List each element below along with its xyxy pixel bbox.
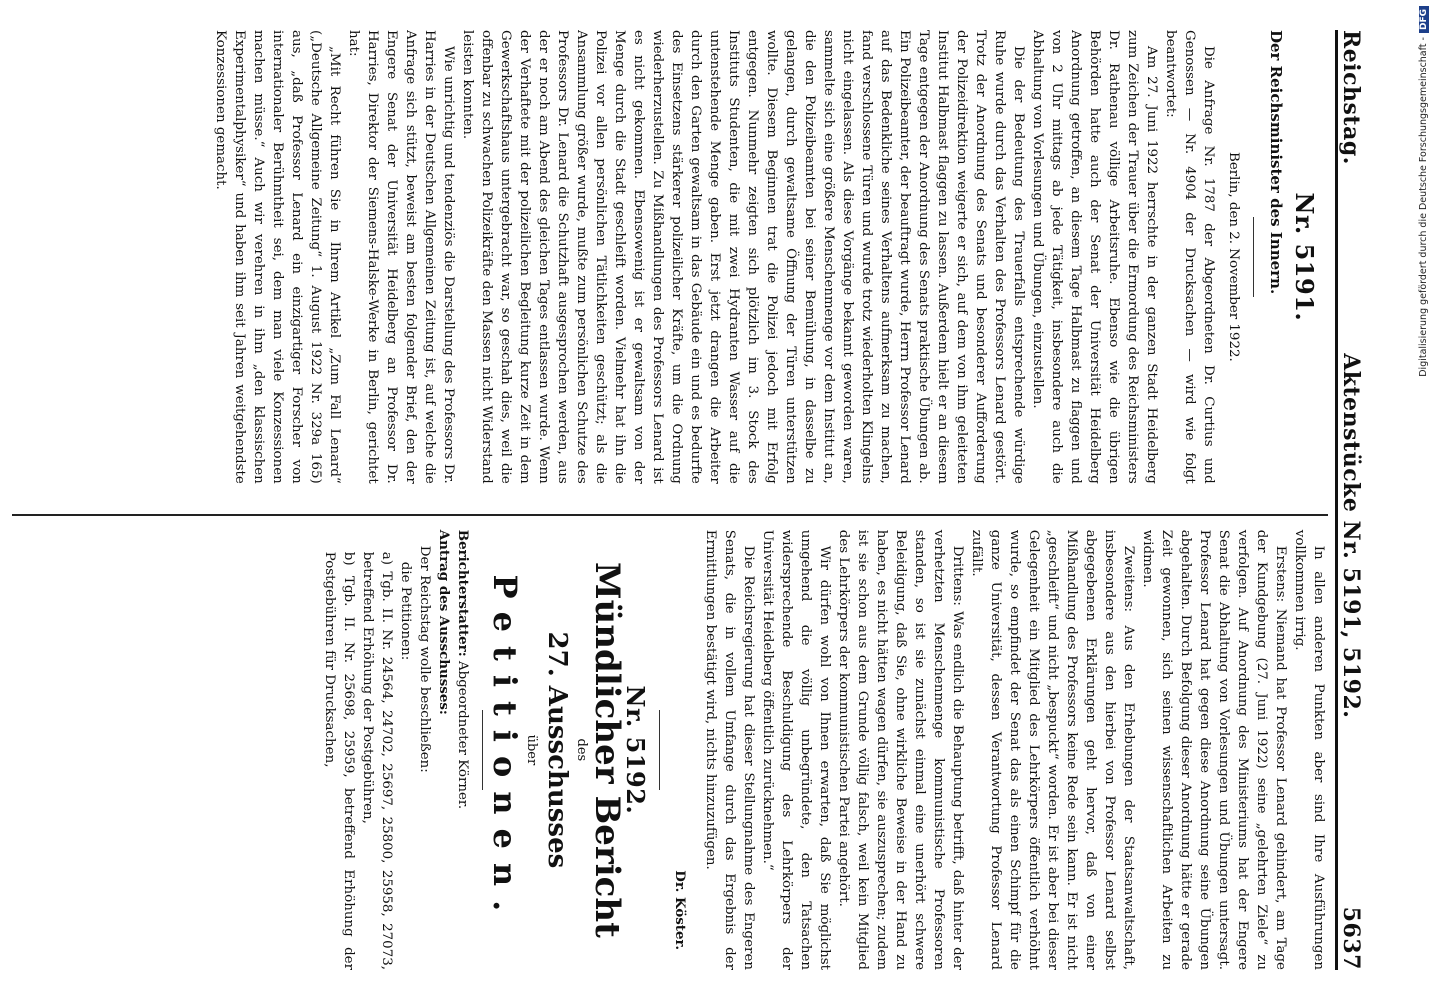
ueber-label: über bbox=[524, 734, 539, 766]
paragraph: Die der Bedeutung des Trauerfalls entsprechende würdige Ruhe wurde durch das Verhalten des Professors Lenard gestört. Trotz der Anordnung des Senats und besonderer Aufforderung der Polizeidirektion weigerte er sich, auf dem von ihm geleiteten Institut Halbmast flaggen zu lassen. Außerdem hielt er an diesem Tage entgegen der Anordnung des Senats praktische Übungen ab. Ein Polizeibeamter, der beauftragt wurde, Herrn Professor Lenard auf das Bedenkliche seines Verhaltens aufmerksam zu machen, fand verschlossene Türen und wurde trotz wiederholten Klingelns nicht eingelassen. Als diese Vorgänge bekannt geworden waren, sammelte sich eine größere Menschenmenge vor dem Institut an, die den Polizeibeamten bei seiner Bemühung, in dasselbe zu gelangen, durch gewaltsame Öffnung der Türen unterstützen wollte. Diesem Beginnen trat die Polizei jedoch mit Erfolg entgegen. Nunmehr zeigten sich plötzlich im 3. Stock des Instituts Studenten, die mit zwei Hydranten Wasser auf die untenstehende Menge gaben. Erst jetzt drangen die Arbeiter durch den Garten gewaltsam in das Gebäude ein und es bedurfte des Einsetzens stärkerer polizeilicher Kräfte, um die Ordnung wiederherzustellen. Zu Mißhandlungen des Professors Lenard ist es nicht gekommen. Ebensowenig ist er gewaltsam von der Menge durch die Stadt geschleift worden. Vielmehr hat ihn die Polizei vor allen persönlichen Tätlichkeiten geschützt; als die Ansammlung größer wurde, mußte zum persönlichen Schutze des Professors Dr. Lenard die Schutzhaft ausgesprochen werden, aus der er noch am Abend des gleichen Tages entlassen wurde. Wenn der Verhaftete mit der polizeilichen Begleitung kurze Zeit in dem Gewerkschaftshaus untergebracht war, so geschah dies, weil die offenbar zu schwachen Polizeikräfte den Massen nicht Widerstand leisten konnten. bbox=[460, 30, 1026, 484]
paragraph: Wir dürfen wohl von Ihnen erwarten, daß Sie möglichst umgehend die völlig unbegründete, den Tatsachen widersprechende Beschuldigung des Lehrkörpers der Universität Heidelberg öffentlich zurücknehmen.“ bbox=[760, 529, 832, 970]
paragraph: Erstens: Niemand hat Professor Lenard gehindert, am Tage der Kundgebung (27. Juni 1922) seine „gelehrten Ziele“ zu verfolgen. Auf Anordnung des Ministeriums hat der Engere Senat die Abhaltung von Vorlesungen und Übungen untersagt. Professor Lenard hat gegen diese Anordnung seine Übungen abgehalten. Durch Befolgung dieser Anordnung hätte er gerade Zeit gewonnen, sich seinen wissenschaftlichen Arbeiten zu widmen. bbox=[1140, 529, 1288, 970]
left-column bbox=[12, 30, 1328, 484]
rapporteur-name: Abgeordneter Körner. bbox=[455, 660, 470, 810]
header-left: Reichstag. bbox=[1338, 30, 1364, 165]
paragraph: Drittens: Was endlich die Behauptung betrifft, daß hinter der verhetzten Menschenmenge kommunistische Professoren standen, so ist sie zunächst einmal eine unerhört schwere Beleidigung, daß Sie, ohne wirkliche Beweise in der Hand zu haben, es nicht hätten wagen dürfen, sie auszusprechen; zudem ist sie schon aus dem Grunde völlig falsch, weil kein Mitglied des Lehrkörpers der kommunistischen Partei angehört. bbox=[836, 529, 965, 970]
paragraph: Zweitens: Aus den Erhebungen der Staatsanwaltschaft, insbesondere aus den hierbei von Professor Lenard selbst abgegebenen Erklärungen geht hervor, daß von einer Mißhandlung des Professors keine Rede sein kann. Er ist nicht „geschleift“ und nicht „bespuckt“ worden. Er ist aber bei dieser Gelegenheit ein Mitglied des Lehrkörpers öffentlich verhöhnt wurde, so empfindet der Senat das als einen Schimpf für die ganze Universität, dessen Verantwortung Professor Lenard zufällt. bbox=[969, 529, 1136, 970]
motion-text: Der Reichstag wolle beschließen: bbox=[417, 545, 432, 773]
document-number-5192: Nr. 5192. bbox=[621, 685, 650, 815]
intro-paragraph: Die Anfrage Nr. 1787 der Abgeordneten Dr. Curtius und Genossen — Nr. 4904 der Drucksachen — wird wie folgt beantwortet: bbox=[1163, 30, 1216, 484]
petition-list bbox=[320, 530, 396, 970]
divider bbox=[1253, 217, 1254, 297]
dfg-logo: DFG bbox=[1419, 6, 1429, 33]
text-columns bbox=[12, 30, 1328, 970]
date-line: Berlin, den 2. November 1922. bbox=[1226, 152, 1241, 362]
motion-label: Antrag des Ausschusses: bbox=[436, 529, 452, 715]
paragraph: Wie unrichtig und tendenziös die Darstellung des Professors Dr. Harries in der Deutschen Allgemeinen Zeitung ist, auf welche die Anfrage sich stützt, beweist am besten folgender Brief, den der Engere Senat der Universität Heidelberg an Professor Dr. Harries, Direktor der Siemens-Halske-Werke in Berlin, gerichtet hat: bbox=[346, 30, 456, 484]
signature: Dr. Köster. bbox=[672, 870, 688, 950]
addressee: Der Reichsminister des Innern. bbox=[1267, 30, 1285, 295]
list-item: a) Tgb. II. Nr. 24564, 24702, 25697, 25800, 25958, 27073, betreffend Erhöhung der Postgebühren, bbox=[360, 551, 394, 970]
header-center: Aktenstücke Nr. 5191, 5192. bbox=[1338, 353, 1364, 719]
divider bbox=[482, 710, 483, 790]
subject-title: Petitionen. bbox=[486, 574, 524, 926]
paragraph: Die Reichsregierung hat dieser Stellungnahme des Engeren Senats, die in vollem Umfange durch das Ergebnis der Ermittlungen bestätigt wird, nichts hinzuzufügen. bbox=[703, 529, 756, 970]
paragraph: Am 27. Juni 1922 herrschte in der ganzen Stadt Heidelberg zum Zeichen der Trauer über die Ermordung des Reichsministers Dr. Rathenau völlige Arbeitsruhe. Ebenso wie die übrigen Behörden hatte auch der Senat der Universität Heidelberg Anordnung getroffen, an diesem Tage Halbmast zu flaggen und von 2 Uhr mittags ab jede Tätigkeit, insbesondere auch die Abhaltung von Vorlesungen und Übungen, einzustellen. bbox=[1030, 30, 1159, 484]
rapporteur-line bbox=[453, 530, 472, 970]
digitization-text: Digitalisierung gefördert durch die Deutsche Forschungsgemeinschaft - bbox=[1418, 37, 1429, 377]
running-header bbox=[1335, 30, 1382, 970]
petitions-intro: die Petitionen: bbox=[398, 561, 413, 661]
report-title: Mündlicher Bericht bbox=[587, 561, 627, 938]
rapporteur-label: Berichterstatter: bbox=[455, 529, 471, 657]
document-number-5191: Nr. 5191. bbox=[1290, 192, 1319, 322]
digitization-note bbox=[1418, 6, 1432, 994]
committee-title: 27. Ausschusses bbox=[542, 631, 572, 869]
divider bbox=[659, 710, 660, 790]
right-column bbox=[12, 514, 1328, 970]
paragraph: „Mit Recht führen Sie in Ihrem Artikel „Zum Fall Lenard“ („Deutsche Allgemeine Zeitung“ 1. August 1922 Nr. 329a 165) aus, „daß Professor Lenard ein einzigartiger Forscher von internationaler Berühmtheit sei, dem man viele Konzessionen machen müsse.“ Auch wir verehren in ihm „den klassischen Experimentalphysiker“ und haben ihm seit Jahren weitgehendste Konzessionen gemacht. bbox=[213, 30, 342, 484]
list-item: b) Tgb. II. Nr. 25698, 25959, betreffend Erhöhung der Postgebühren für Drucksachen, bbox=[322, 551, 356, 970]
paragraph: In allen anderen Punkten aber sind Ihre Ausführungen vollkommen irrig. bbox=[1292, 529, 1326, 970]
des-label: des bbox=[574, 738, 589, 762]
page-number: 5637 bbox=[1338, 906, 1364, 970]
